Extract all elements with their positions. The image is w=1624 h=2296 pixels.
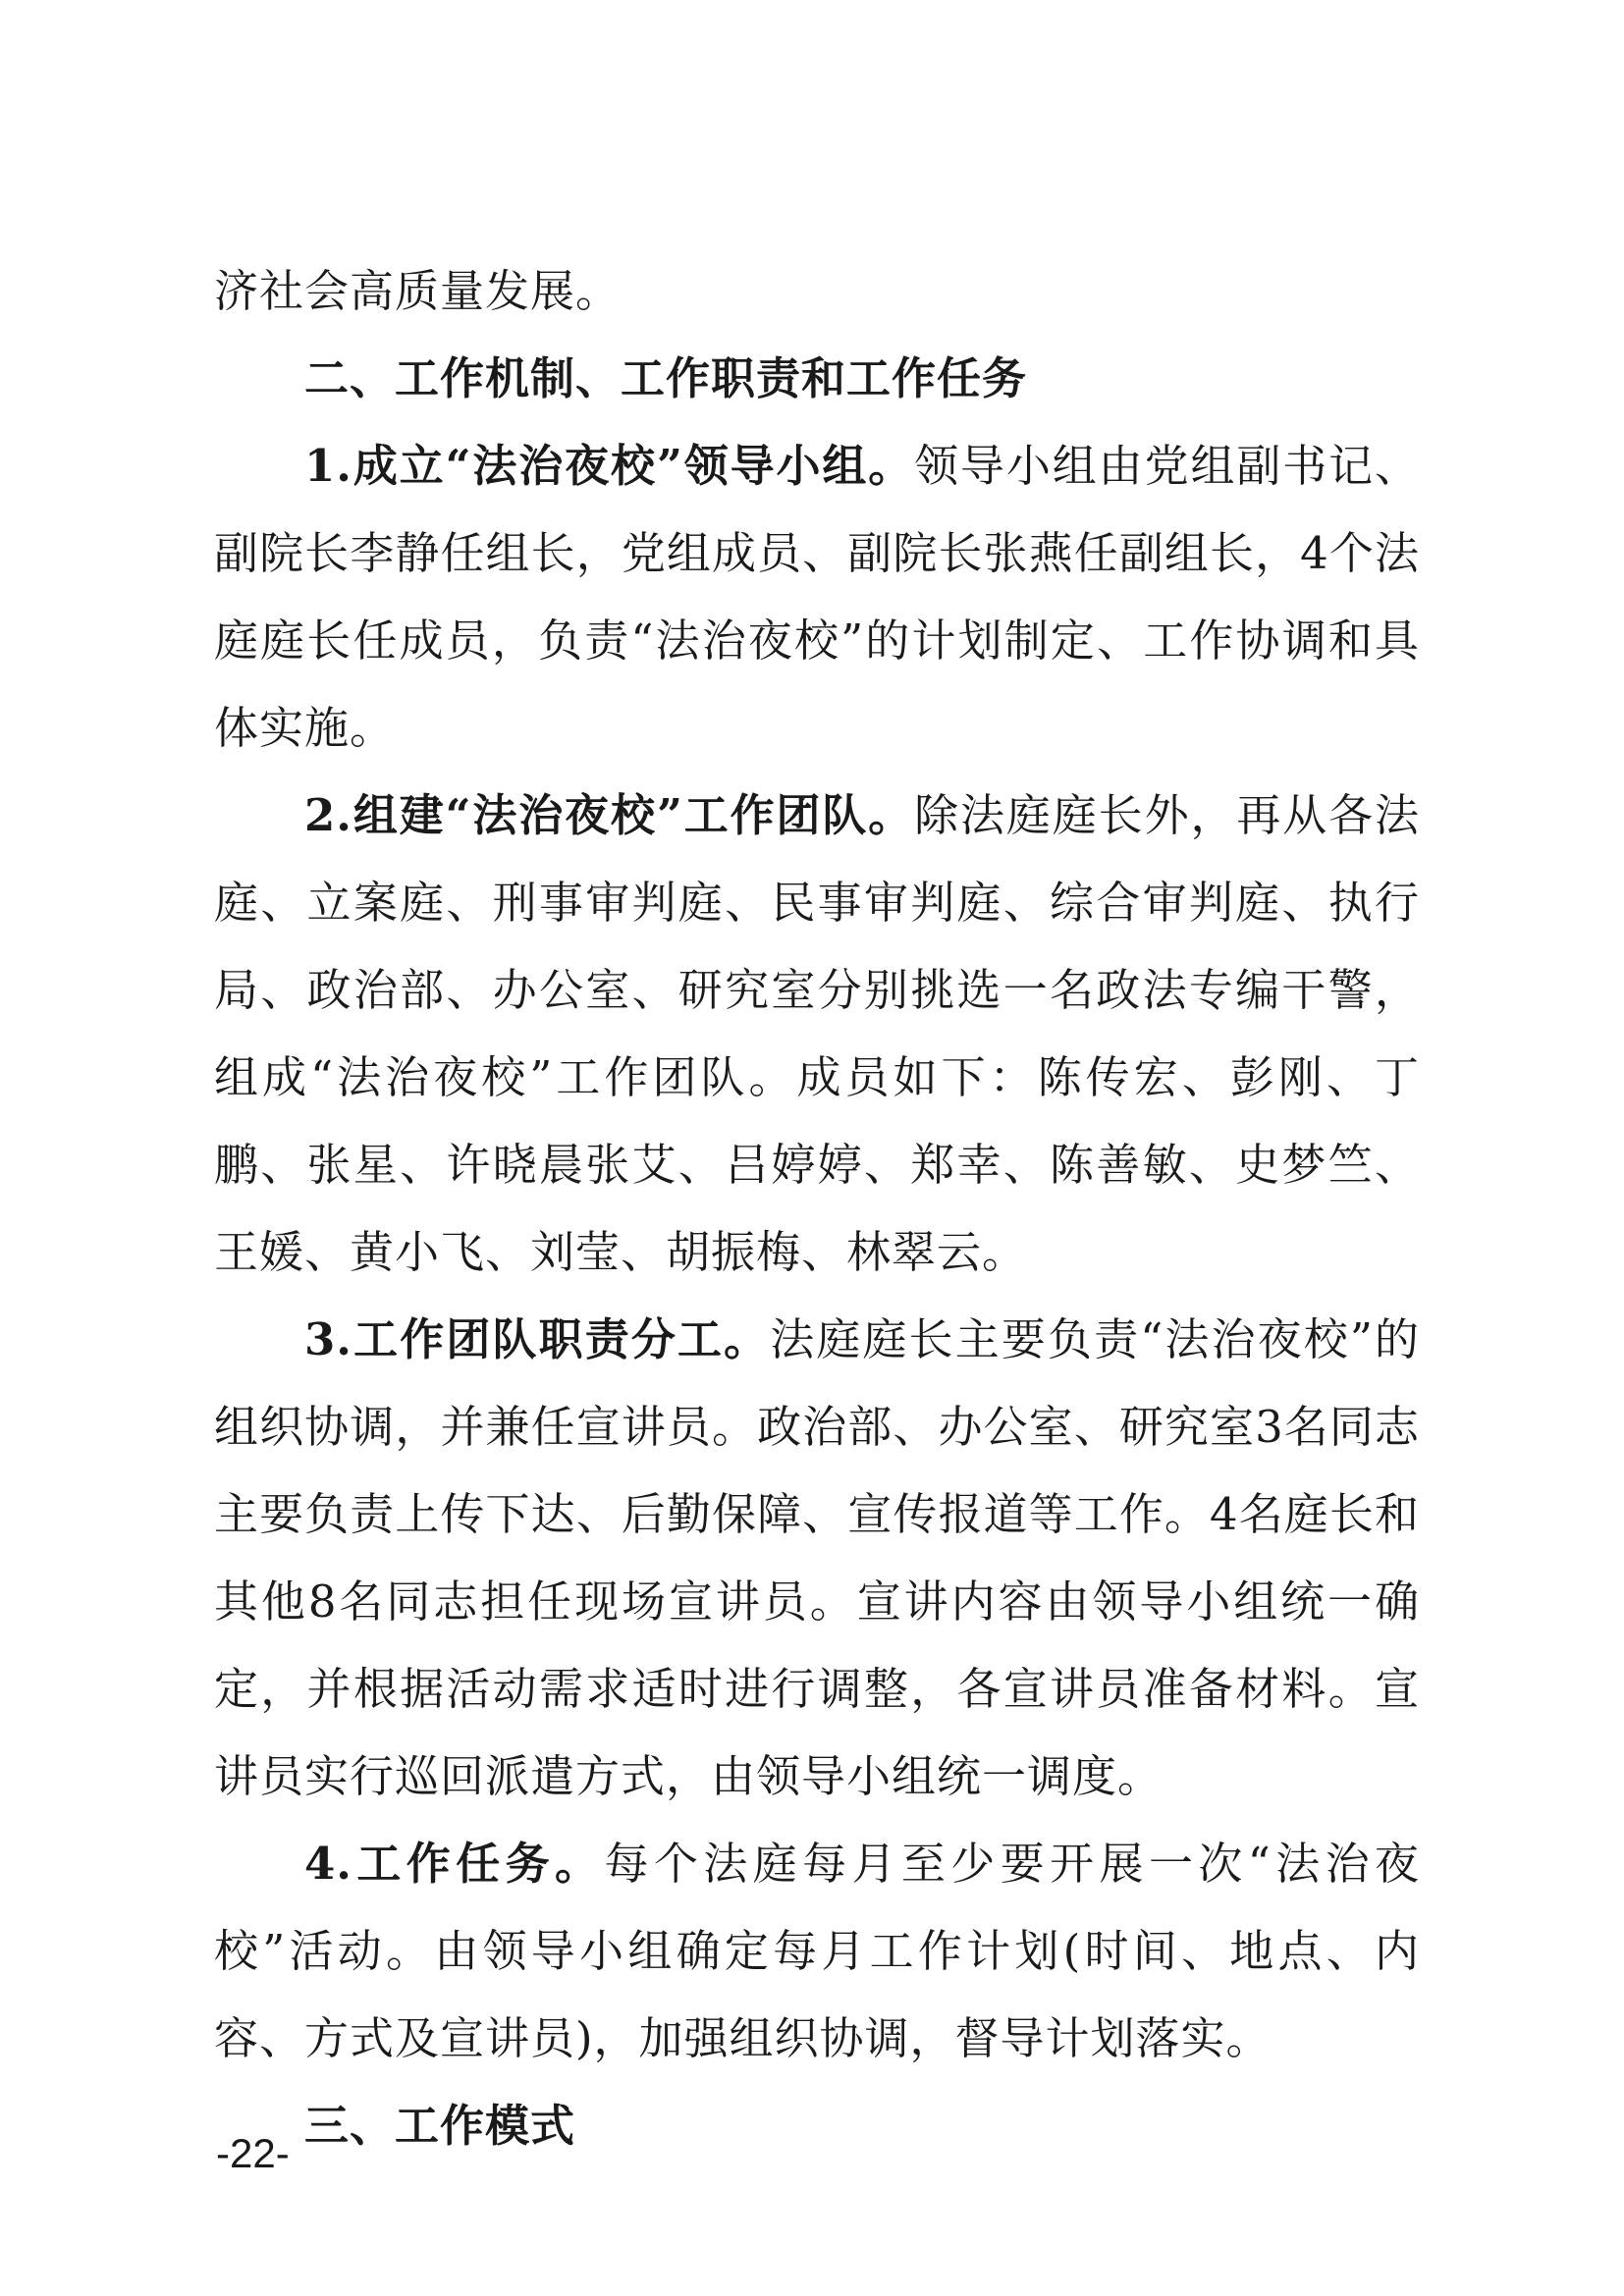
item-text-2: 除法庭庭长外，再从各法庭、立案庭、刑事审判庭、民事审判庭、综合审判庭、执行局、政治部、办公室、研究室分别挑选一名政法专编干警，组成“法治夜校”工作团队。成员如下：陈传宏、彭刚、丁鹏、张星、许晓晨张艾、吕婷婷、郑幸、陈善敏、史梦竺、王媛、黄小飞、刘莹、胡振梅、林翠云。 bbox=[214, 789, 1420, 1278]
item-paragraph-3 bbox=[214, 1296, 1420, 1820]
item-title-4: 4.工作任务。 bbox=[304, 1838, 605, 1890]
item-text-4: 每个法庭每月至少要开展一次“法治夜校”活动。由领导小组确定每月工作计划(时间、地点、内容、方式及宣讲员)，加强组织协调，督导计划落实。 bbox=[214, 1838, 1420, 2064]
item-text-3: 法庭庭长主要负责“法治夜校”的组织协调，并兼任宣讲员。政治部、办公室、研究室3名同志主要负责上传下达、后勤保障、宣传报道等工作。4名庭长和其他8名同志担任现场宣讲员。宣讲内容由领导小组统一确定，并根据活动需求适时进行调整，各宣讲员准备材料。宣讲员实行巡回派遣方式，由领导小组统一调度。 bbox=[214, 1313, 1420, 1802]
item-title-3: 3.工作团队职责分工。 bbox=[304, 1313, 771, 1365]
item-paragraph-2 bbox=[214, 772, 1420, 1296]
section-heading-3: 三、工作模式 bbox=[304, 2100, 576, 2152]
item-paragraph-4 bbox=[214, 1820, 1420, 2082]
item-paragraph-1 bbox=[214, 422, 1420, 772]
item-title-1: 1.成立“法治夜校”领导小组。 bbox=[304, 440, 915, 492]
document-body bbox=[214, 247, 1420, 2169]
paragraph-continuation: 济社会高质量发展。 bbox=[214, 265, 622, 317]
item-title-2: 2.组建“法治夜校”工作团队。 bbox=[304, 789, 915, 841]
page-number: -22- bbox=[216, 2130, 290, 2176]
item-text-1: 领导小组由党组副书记、副院长李静任组长，党组成员、副院长张燕任副组长，4个法庭庭长任成员，负责“法治夜校”的计划制定、工作协调和具体实施。 bbox=[214, 440, 1420, 754]
section-heading-2: 二、工作机制、工作职责和工作任务 bbox=[304, 352, 1028, 404]
